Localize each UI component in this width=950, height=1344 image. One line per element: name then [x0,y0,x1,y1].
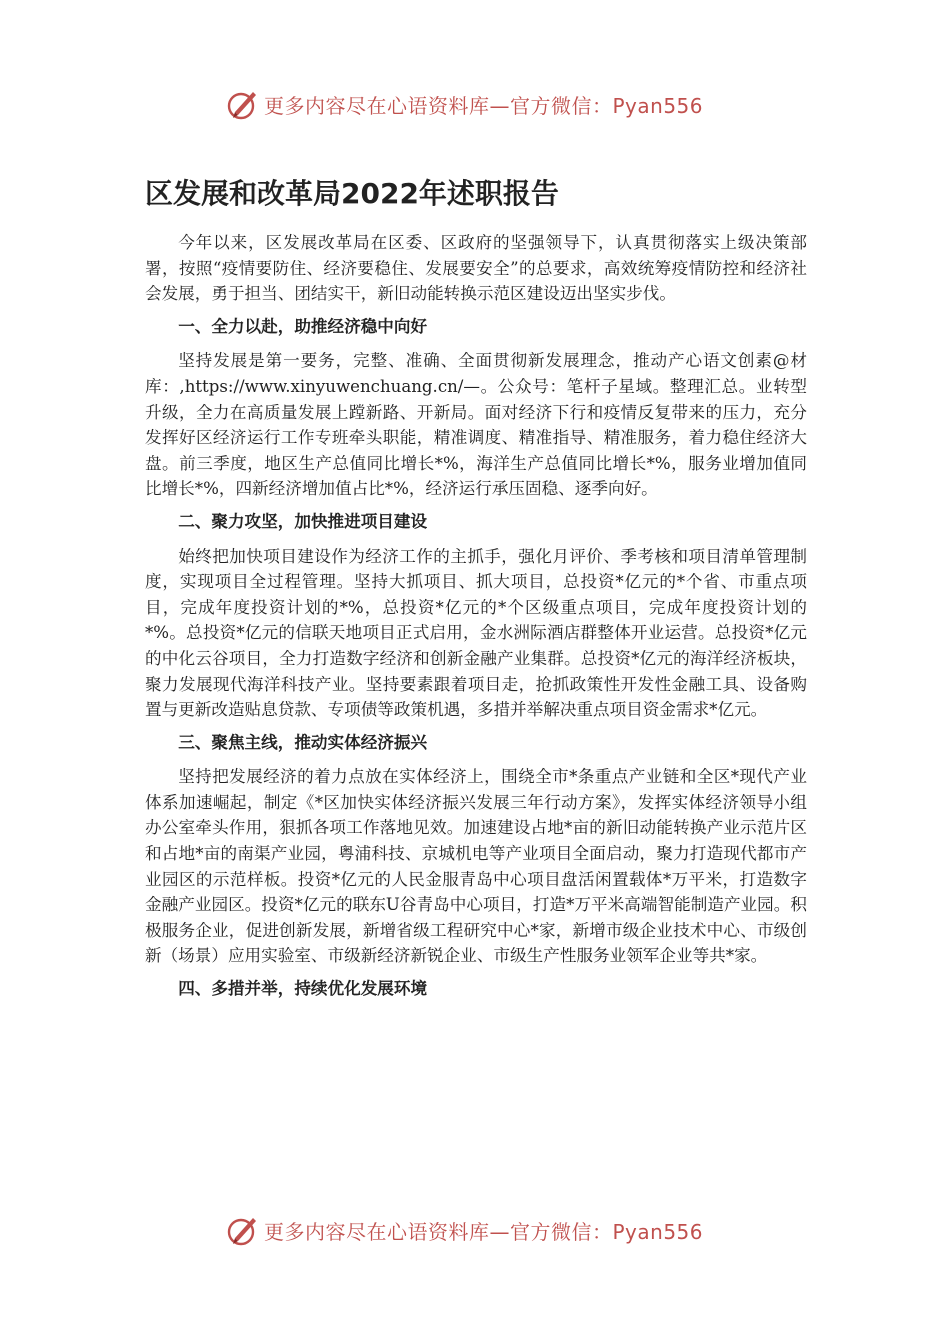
banner-text: 更多内容尽在心语资料库—官方微信：Pyan556 [264,1219,704,1244]
section-heading: 一、全力以赴，助推经济稳中向好 [178,316,428,336]
header-banner[interactable] [226,86,703,122]
section-paragraph: 坚持发展是第一要务，完整、准确、全面贯彻新发展理念，推动产心语文创素@材库：,https://www.xinyuwenchuang.cn/—。公众号：笔杆子星域。整理汇总。业转型升级，全力在高质量发展上蹚新路、开新局。面对经济下行和疫情反复带来的压力，充分发挥好区经济运行工作专班牵头职能，精准调度、精准指导、精准服务，着力稳住经济大盘。前三季度，地区生产总值同比增长*%，海洋生产总值同比增长*%，服务业增加值同比增长*%，四新经济增加值占比*%，经济运行承压固稳、逐季向好。 [145,351,807,499]
pen-logo-icon [226,87,260,121]
section-heading: 三、聚焦主线，推动实体经济振兴 [178,732,428,752]
document-title: 区发展和改革局2022年述职报告 [145,177,559,210]
intro-paragraph: 今年以来，区发展改革局在区委、区政府的坚强领导下，认真贯彻落实上级决策部署，按照“疫情要防住、经济要稳住、发展要安全”的总要求，高效统筹疫情防控和经济社会发展，勇于担当、团结实干，新旧动能转换示范区建设迈出坚实步伐。 [145,233,807,304]
document-body [145,230,807,1011]
pen-logo-icon [226,1213,260,1247]
section-heading: 二、聚力攻坚，加快推进项目建设 [178,511,428,531]
section-paragraph: 始终把加快项目建设作为经济工作的主抓手，强化月评价、季考核和项目清单管理制度，实现项目全过程管理。坚持大抓项目、抓大项目，总投资*亿元的*个省、市重点项目，完成年度投资计划的*%，总投资*亿元的*个区级重点项目，完成年度投资计划的*%。总投资*亿元的信联天地项目正式启用，金水洲际酒店群整体开业运营。总投资*亿元的中化云谷项目，全力打造数字经济和创新金融产业集群。总投资*亿元的海洋经济板块，聚力发展现代海洋科技产业。坚持要素跟着项目走，抢抓政策性开发性金融工具、设备购置与更新改造贴息贷款、专项债等政策机遇，多措并举解决重点项目资金需求*亿元。 [145,546,807,720]
footer-banner[interactable] [226,1212,703,1248]
banner-text: 更多内容尽在心语资料库—官方微信：Pyan556 [264,93,704,118]
section-paragraph: 坚持把发展经济的着力点放在实体经济上，围绕全市*条重点产业链和全区*现代产业体系加速崛起，制定《*区加快实体经济振兴发展三年行动方案》，发挥实体经济领导小组办公室牵头作用，狠抓各项工作落地见效。加速建设占地*亩的新旧动能转换产业示范片区和占地*亩的南渠产业园，粤浦科技、京城机电等产业项目全面启动，聚力打造现代都市产业园区的示范样板。投资*亿元的人民金服青岛中心项目盘活闲置载体*万平米，打造数字金融产业园区。投资*亿元的联东U谷青岛中心项目，打造*万平米高端智能制造产业园。积极服务企业，促进创新发展，新增省级工程研究中心*家，新增市级企业技术中心、市级创新（场景）应用实验室、市级新经济新锐企业、市级生产性服务业领军企业等共*家。 [145,767,807,966]
section-heading: 四、多措并举，持续优化发展环境 [178,979,428,999]
